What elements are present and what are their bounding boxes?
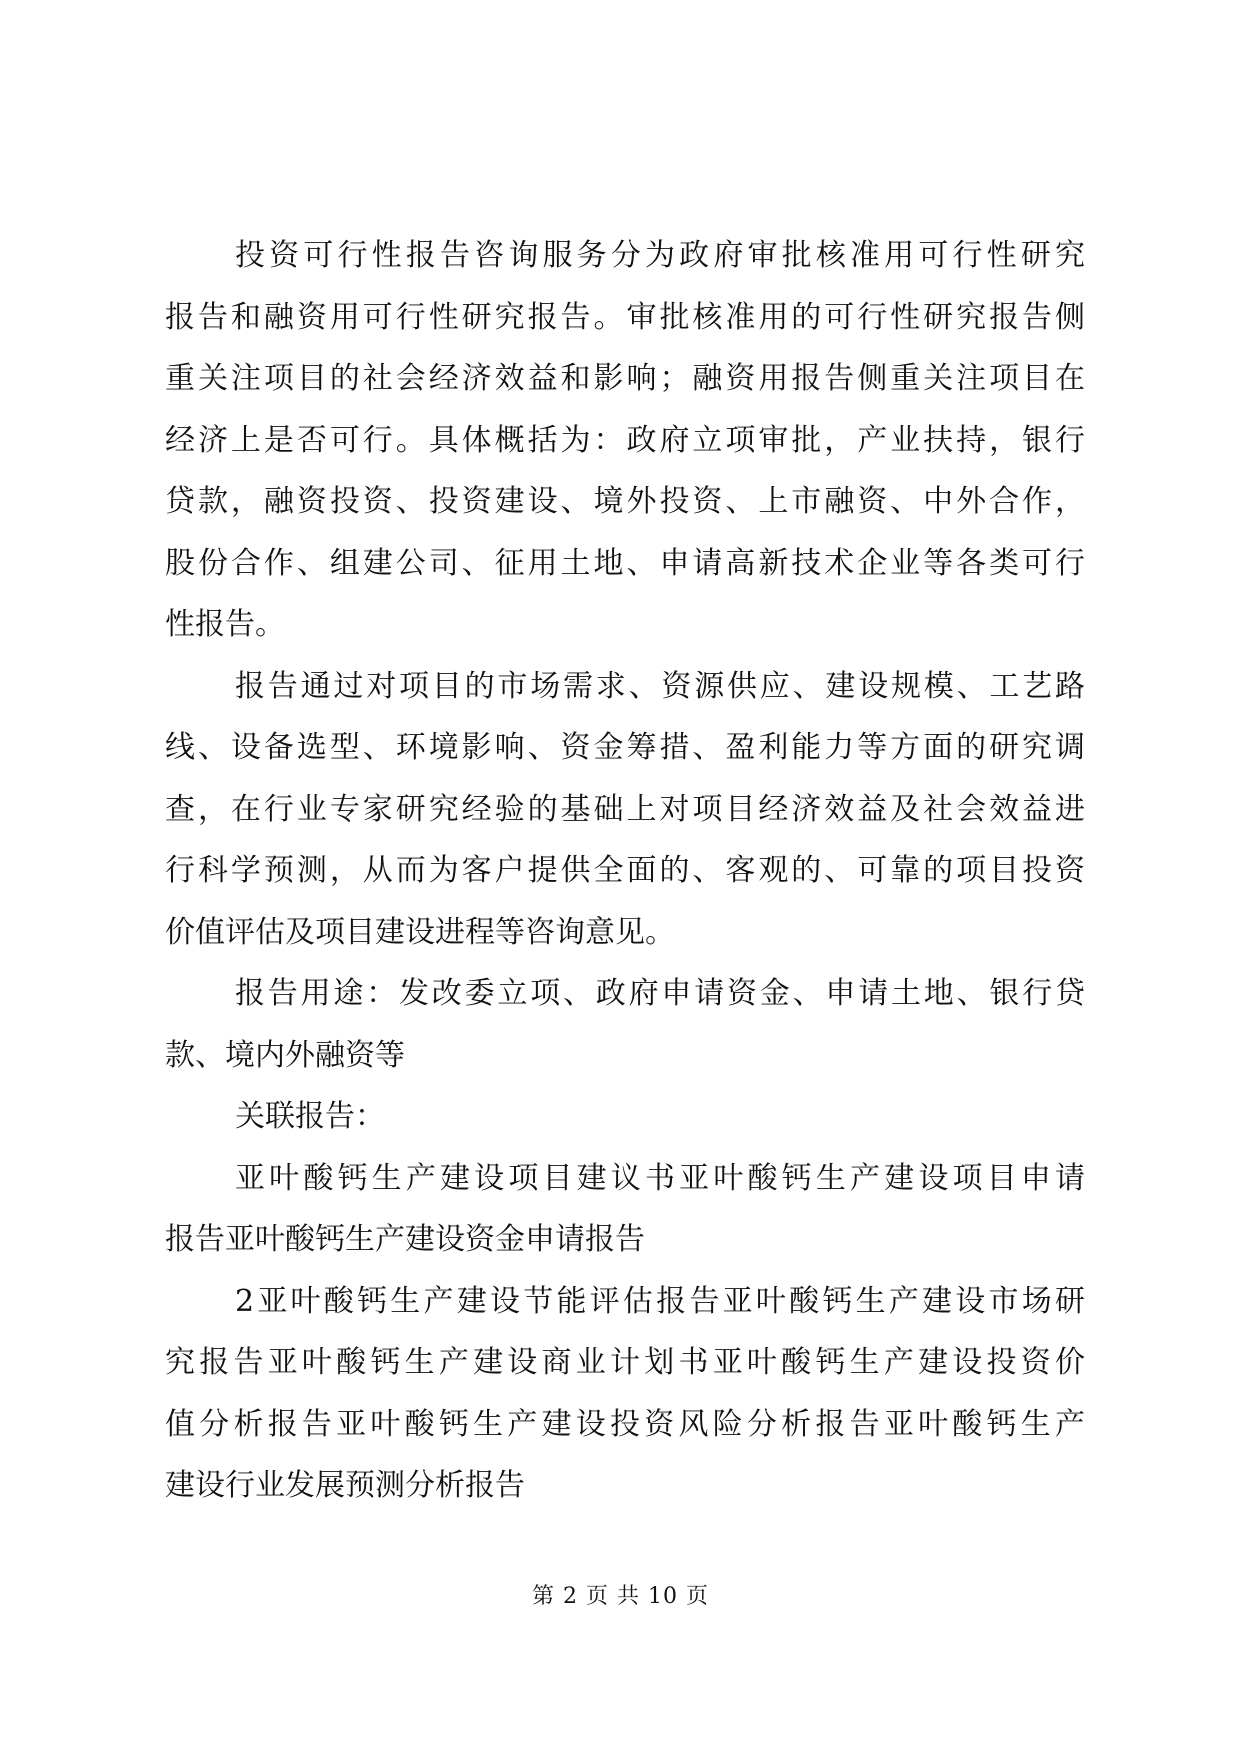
text-line: 2亚叶酸钙生产建设节能评估报告亚叶酸钙生产建设市场研	[235, 1283, 1085, 1319]
text-line: 究报告亚叶酸钙生产建设商业计划书亚叶酸钙生产建设投资价	[165, 1345, 1085, 1380]
paragraph	[165, 1148, 1085, 1271]
text-line: 建设行业发展预测分析报告	[165, 1468, 525, 1503]
paragraph	[165, 963, 1085, 1086]
text-line: 报告和融资用可行性研究报告。审批核准用的可行性研究报告侧	[165, 299, 1085, 335]
text-line: 值分析报告亚叶酸钙生产建设投资风险分析报告亚叶酸钙生产	[165, 1406, 1085, 1442]
text-line: 线、设备选型、环境影响、资金筹措、盈利能力等方面的研究调	[165, 730, 1085, 765]
text-line: 重关注项目的社会经济效益和影响；融资用报告侧重关注项目在	[165, 361, 1085, 396]
text-line: 报告用途：发改委立项、政府申请资金、申请土地、银行贷	[235, 976, 1085, 1011]
text-line: 贷款，融资投资、投资建设、境外投资、上市融资、中外合作，	[165, 484, 1085, 519]
text-line: 价值评估及项目建设进程等咨询意见。	[165, 914, 675, 950]
text-line: 行科学预测，从而为客户提供全面的、客观的、可靠的项目投资	[165, 853, 1085, 888]
paragraph	[165, 225, 1085, 656]
paragraph	[165, 656, 1085, 964]
text-line: 亚叶酸钙生产建设项目建议书亚叶酸钙生产建设项目申请	[235, 1160, 1085, 1196]
text-line: 经济上是否可行。具体概括为：政府立项审批，产业扶持，银行	[165, 422, 1085, 458]
text-line: 款、境内外融资等	[165, 1037, 405, 1073]
text-line: 查，在行业专家研究经验的基础上对项目经济效益及社会效益进	[165, 791, 1085, 827]
text-line: 投资可行性报告咨询服务分为政府审批核准用可行性研究	[235, 238, 1085, 273]
text-line: 报告亚叶酸钙生产建设资金申请报告	[165, 1222, 645, 1257]
text-line: 报告通过对项目的市场需求、资源供应、建设规模、工艺路	[235, 668, 1085, 704]
text-line: 关联报告：	[235, 1099, 385, 1134]
text-line: 性报告。	[165, 607, 285, 642]
page-number-footer: 第 2 页 共 10 页	[532, 1584, 709, 1609]
document-body	[165, 225, 1085, 1517]
paragraph	[165, 1086, 1085, 1148]
paragraph	[165, 1271, 1085, 1517]
text-line: 股份合作、组建公司、征用土地、申请高新技术企业等各类可行	[165, 545, 1085, 581]
